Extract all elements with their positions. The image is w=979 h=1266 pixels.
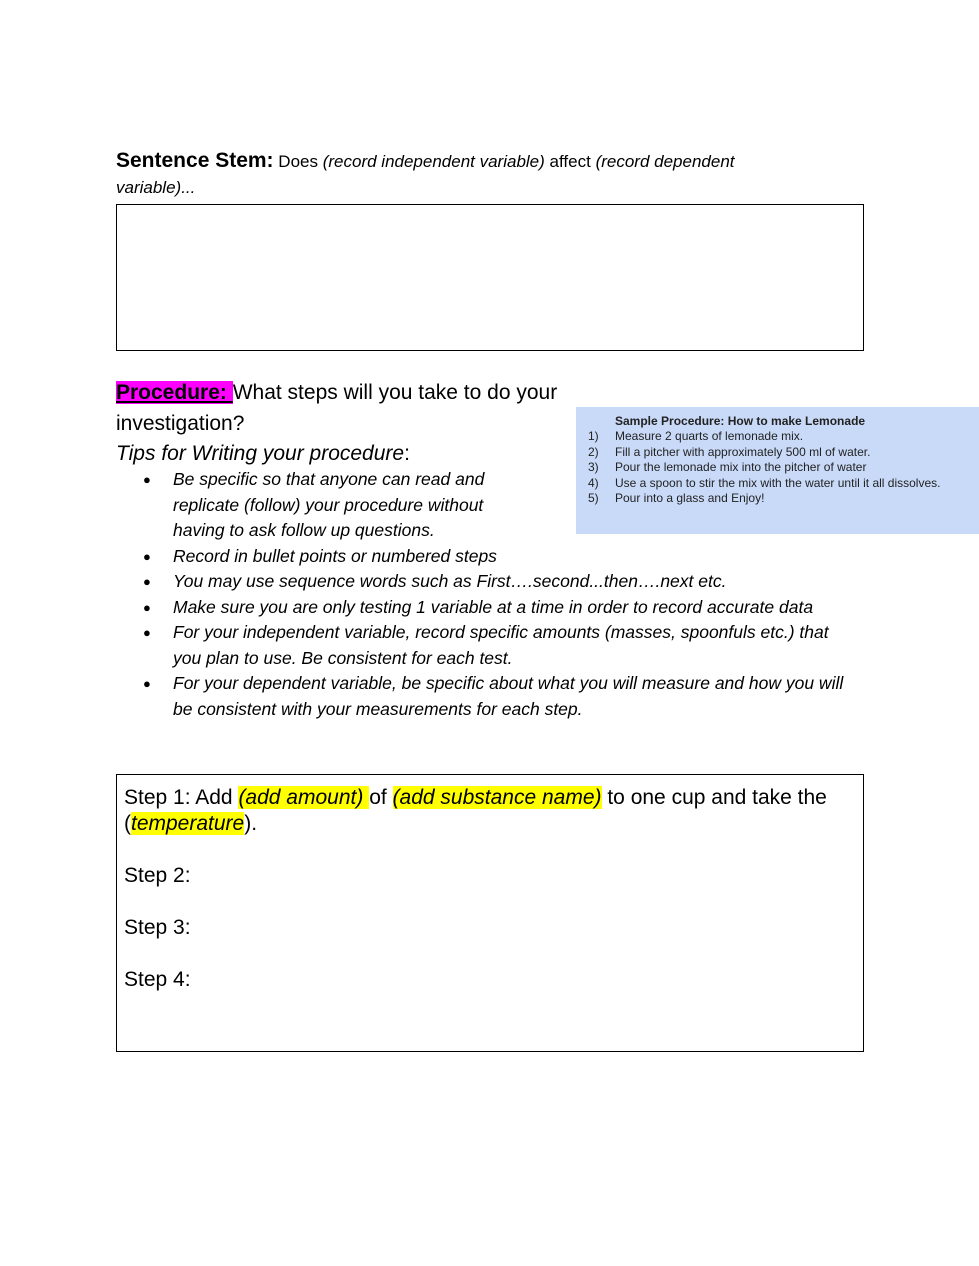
stem-dependent-placeholder: (record dependent variable)...	[116, 152, 735, 197]
sentence-stem	[116, 148, 816, 201]
sample-step-text: Pour into a glass and Enjoy!	[615, 491, 765, 505]
tip-item: ● For your independent variable, record specific amounts (masses, spoonfuls etc.) that you plan to use. Be consistent for each test.	[116, 620, 861, 671]
sample-step-number: 3)	[588, 460, 599, 474]
procedure-heading	[116, 377, 576, 439]
tip-item: ● You may use sequence words such as First….second...then….next etc.	[116, 569, 861, 595]
sample-procedure-image	[576, 407, 979, 534]
step-1[interactable]	[124, 785, 854, 837]
sample-step-text: Use a spoon to stir the mix with the water until it all dissolves.	[615, 475, 941, 490]
tip-item: ● Be specific so that anyone can read and replicate (follow) your procedure without having to ask follow up questions.	[116, 467, 518, 544]
sentence-stem-label: Sentence Stem:	[116, 149, 274, 172]
step-1-end: ).	[244, 812, 258, 835]
step-4[interactable]: Step 4:	[124, 968, 191, 991]
sample-step	[588, 476, 940, 492]
step-1-prefix: Step 1: Add	[124, 786, 239, 809]
sample-step-number: 2)	[588, 444, 599, 459]
stem-independent-placeholder: (record independent variable)	[322, 152, 545, 171]
sample-step	[588, 429, 940, 445]
procedure-steps-box[interactable]	[116, 774, 864, 1052]
sample-step	[588, 460, 940, 476]
stem-affect: affect	[549, 152, 591, 171]
sample-step-number: 1)	[588, 429, 599, 443]
tips-heading-colon: :	[404, 442, 410, 465]
sample-step-text: Fill a pitcher with approximately 500 ml of water.	[615, 444, 871, 459]
stem-does: Does	[278, 152, 318, 171]
tip-item: ● Make sure you are only testing 1 variable at a time in order to record accurate data	[116, 595, 861, 621]
sample-step	[588, 491, 940, 507]
tip-item: ● Record in bullet points or numbered steps	[116, 544, 861, 570]
temperature-placeholder: temperature	[131, 812, 245, 835]
step-1-suffix: to one cup and take the (	[124, 786, 827, 835]
step-1-of: of	[369, 786, 393, 809]
sample-procedure-title: Sample Procedure: How to make Lemonade	[615, 414, 866, 428]
step-3[interactable]: Step 3:	[124, 916, 191, 939]
sample-step-text: Pour the lemonade mix into the pitcher of water	[615, 460, 867, 474]
procedure-label: Procedure:	[116, 381, 233, 404]
step-2[interactable]: Step 2:	[124, 864, 191, 887]
sample-step-number: 4)	[588, 475, 599, 490]
sample-step	[588, 445, 940, 461]
tips-heading-text: Tips for Writing your procedure	[116, 442, 405, 465]
procedure-question: What steps will you take to do your investigation?	[116, 381, 558, 435]
substance-placeholder: (add substance name)	[392, 786, 602, 809]
sample-step-number: 5)	[588, 491, 599, 505]
amount-placeholder: (add amount)	[238, 786, 370, 809]
sentence-answer-box[interactable]	[116, 204, 864, 351]
tips-heading	[116, 440, 410, 468]
sample-step-text: Measure 2 quarts of lemonade mix.	[615, 429, 804, 443]
sample-procedure-steps	[588, 429, 940, 507]
tip-item: ● For your dependent variable, be specific about what you will measure and how you will be consistent with your measurements for each step.	[116, 671, 861, 722]
